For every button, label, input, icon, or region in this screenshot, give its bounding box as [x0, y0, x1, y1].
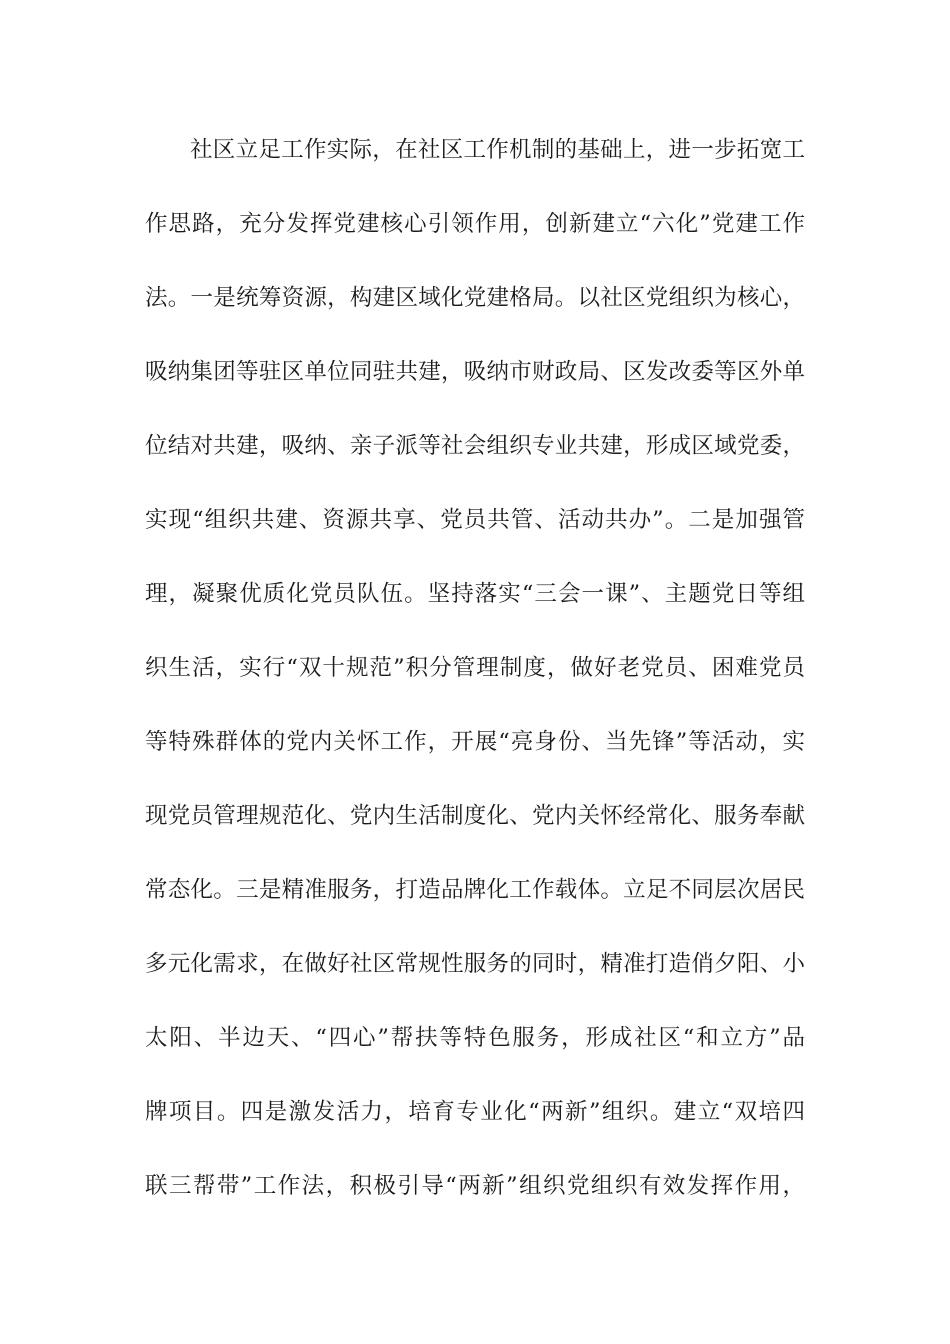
paragraph-line-13: 太阳、半边天、“四心”帮扶等特色服务，形成社区“和立方”品	[145, 1025, 805, 1051]
paragraph-line-14: 牌项目。四是激发活力，培育专业化“两新”组织。建立“双培四	[145, 1099, 805, 1125]
paragraph-line-12: 多元化需求，在做好社区常规性服务的同时，精准打造俏夕阳、小	[145, 951, 805, 977]
paragraph-line-15: 联三帮带”工作法，积极引导“两新”组织党组织有效发挥作用，	[145, 1173, 805, 1199]
paragraph-line-3: 法。一是统筹资源，构建区域化党建格局。以社区党组织为核心，	[145, 285, 805, 311]
paragraph-line-5: 位结对共建，吸纳、亲子派等社会组织专业共建，形成区域党委，	[145, 433, 805, 459]
paragraph-line-1: 社区立足工作实际，在社区工作机制的基础上，进一步拓宽工	[190, 137, 805, 163]
paragraph-line-2: 作思路，充分发挥党建核心引领作用，创新建立“六化”党建工作	[145, 211, 805, 237]
paragraph-line-9: 等特殊群体的党内关怀工作，开展“亮身份、当先锋”等活动，实	[145, 729, 805, 755]
paragraph-line-10: 现党员管理规范化、党内生活制度化、党内关怀经常化、服务奉献	[145, 803, 805, 829]
paragraph-line-4: 吸纳集团等驻区单位同驻共建，吸纳市财政局、区发改委等区外单	[145, 359, 805, 385]
paragraph-line-8: 织生活，实行“双十规范”积分管理制度，做好老党员、困难党员	[145, 655, 805, 681]
paragraph-line-11: 常态化。三是精准服务，打造品牌化工作载体。立足不同层次居民	[145, 877, 805, 903]
paragraph-line-6: 实现“组织共建、资源共享、党员共管、活动共办”。二是加强管	[145, 507, 805, 533]
paragraph-line-7: 理，凝聚优质化党员队伍。坚持落实“三会一课”、主题党日等组	[145, 581, 805, 607]
